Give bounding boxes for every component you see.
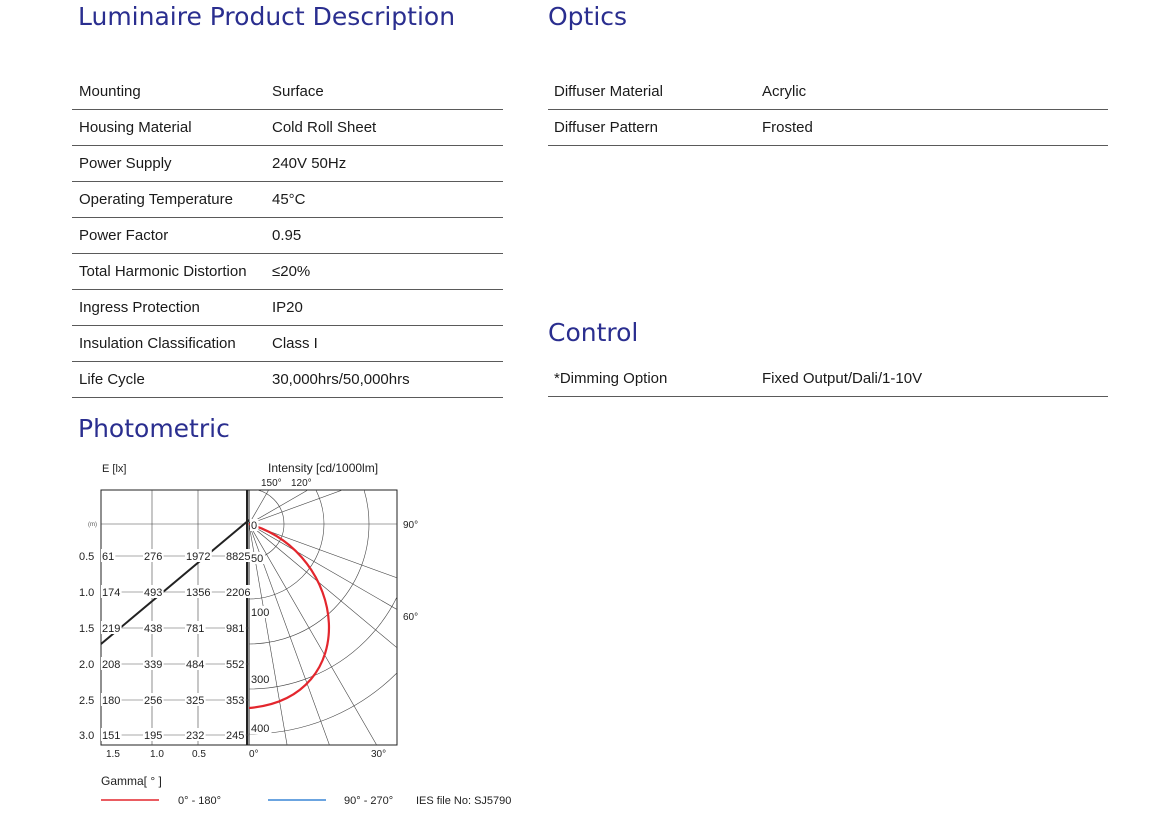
illuminance-value: 1972 xyxy=(186,551,211,563)
gamma-label: Gamma[ ° ] xyxy=(101,774,162,788)
illuminance-value: 232 xyxy=(186,730,205,742)
width-label: 1.0 xyxy=(150,749,164,760)
product-spec-label: Insulation Classification xyxy=(79,335,236,352)
illuminance-value: 493 xyxy=(144,587,163,599)
product-spec-row xyxy=(72,326,503,362)
control-spec-label: *Dimming Option xyxy=(554,370,668,387)
angle-60-label: 60° xyxy=(403,612,419,623)
product-spec-label: Power Supply xyxy=(79,155,172,172)
optics-spec-value: Acrylic xyxy=(762,83,807,100)
angle-30-label: 30° xyxy=(371,749,387,760)
control-spec-value: Fixed Output/Dali/1-10V xyxy=(762,370,923,387)
product-spec-row xyxy=(72,362,503,398)
intensity-label: Intensity [cd/1000lm] xyxy=(268,461,379,475)
illuminance-value: 438 xyxy=(144,623,163,635)
distance-label: 3.0 xyxy=(79,730,95,742)
illuminance-value: 981 xyxy=(226,623,245,635)
polar-tick-label: 0 xyxy=(251,520,258,532)
illuminance-value: 219 xyxy=(102,623,121,635)
product-spec-row xyxy=(72,182,503,218)
product-spec-value: 0.95 xyxy=(272,227,302,244)
illuminance-value: 8825 xyxy=(226,551,251,563)
legend-label-90-270: 90° - 270° xyxy=(344,795,394,807)
illuminance-value: 339 xyxy=(144,659,163,671)
angle-120-label: 120° xyxy=(291,478,312,489)
illuminance-value: 245 xyxy=(226,730,245,742)
product-spec-row xyxy=(72,218,503,254)
product-spec-value: 240V 50Hz xyxy=(272,155,347,172)
product-spec-value: Surface xyxy=(272,83,324,100)
illuminance-value: 180 xyxy=(102,695,121,707)
unit-label: (m) xyxy=(88,522,97,528)
width-label: 0° xyxy=(249,749,259,760)
illuminance-value: 208 xyxy=(102,659,121,671)
illuminance-value: 781 xyxy=(186,623,205,635)
product-spec-row xyxy=(72,290,503,326)
product-spec-label: Housing Material xyxy=(79,119,192,136)
optics-spec-value: Frosted xyxy=(762,119,813,136)
e-label: E [lx] xyxy=(102,463,127,475)
product-spec-row xyxy=(72,110,503,146)
product-spec-row xyxy=(72,74,503,110)
polar-tick-label: 100 xyxy=(251,607,270,619)
product-spec-label: Total Harmonic Distortion xyxy=(79,263,247,280)
product-spec-label: Mounting xyxy=(79,83,141,100)
polar-tick-label: 400 xyxy=(251,723,270,735)
photometric-diagram xyxy=(78,458,548,810)
product-spec-label: Operating Temperature xyxy=(79,191,233,208)
width-label: 1.5 xyxy=(106,749,120,760)
product-spec-label: Life Cycle xyxy=(79,371,145,388)
product-spec-label: Ingress Protection xyxy=(79,299,200,316)
product-heading: Luminaire Product Description xyxy=(78,2,456,31)
illuminance-value: 2206 xyxy=(226,587,251,599)
product-spec-row xyxy=(72,146,503,182)
optics-spec-table xyxy=(548,74,1108,146)
distance-label: 0.5 xyxy=(79,551,95,563)
angle-90-label: 90° xyxy=(403,520,419,531)
illuminance-values xyxy=(79,549,259,760)
illuminance-value: 552 xyxy=(226,659,245,671)
polar-tick-label: 50 xyxy=(251,553,264,565)
optics-spec-row xyxy=(548,74,1108,110)
legend-label-0-180: 0° - 180° xyxy=(178,795,222,807)
optics-spec-row xyxy=(548,110,1108,146)
angle-150-label: 150° xyxy=(261,478,282,489)
distance-label: 2.0 xyxy=(79,659,95,671)
distance-label: 1.0 xyxy=(79,587,95,599)
product-spec-value: 30,000hrs/50,000hrs xyxy=(272,371,410,388)
distance-label: 1.5 xyxy=(79,623,95,635)
distance-label: 2.5 xyxy=(79,695,95,707)
illuminance-value: 256 xyxy=(144,695,163,707)
product-spec-label: Power Factor xyxy=(79,227,169,244)
illuminance-value: 353 xyxy=(226,695,245,707)
illuminance-value: 1356 xyxy=(186,587,211,599)
illuminance-value: 484 xyxy=(186,659,205,671)
illuminance-value: 174 xyxy=(102,587,121,599)
optics-spec-label: Diffuser Pattern xyxy=(554,119,658,136)
polar-tick-labels xyxy=(250,519,272,735)
product-spec-value: Cold Roll Sheet xyxy=(272,119,377,136)
product-spec-table xyxy=(72,74,503,398)
product-spec-value: IP20 xyxy=(272,299,303,316)
optics-spec-label: Diffuser Material xyxy=(554,83,663,100)
illuminance-value: 61 xyxy=(102,551,115,563)
width-label: 0.5 xyxy=(192,749,206,760)
product-spec-value: 45°C xyxy=(272,191,306,208)
product-spec-row xyxy=(72,254,503,290)
optics-heading: Optics xyxy=(548,2,628,31)
product-spec-value: Class I xyxy=(272,335,318,352)
control-heading: Control xyxy=(548,318,639,347)
photometric-heading: Photometric xyxy=(78,414,230,443)
illuminance-value: 151 xyxy=(102,730,121,742)
polar-tick-label: 300 xyxy=(251,674,270,686)
control-spec-table xyxy=(548,361,1108,397)
illuminance-value: 325 xyxy=(186,695,205,707)
product-spec-value: ≤20% xyxy=(272,263,311,280)
illuminance-value: 276 xyxy=(144,551,163,563)
control-spec-row xyxy=(548,361,1108,397)
ies-file-label: IES file No: SJ5790 xyxy=(416,795,512,807)
illuminance-value: 195 xyxy=(144,730,163,742)
